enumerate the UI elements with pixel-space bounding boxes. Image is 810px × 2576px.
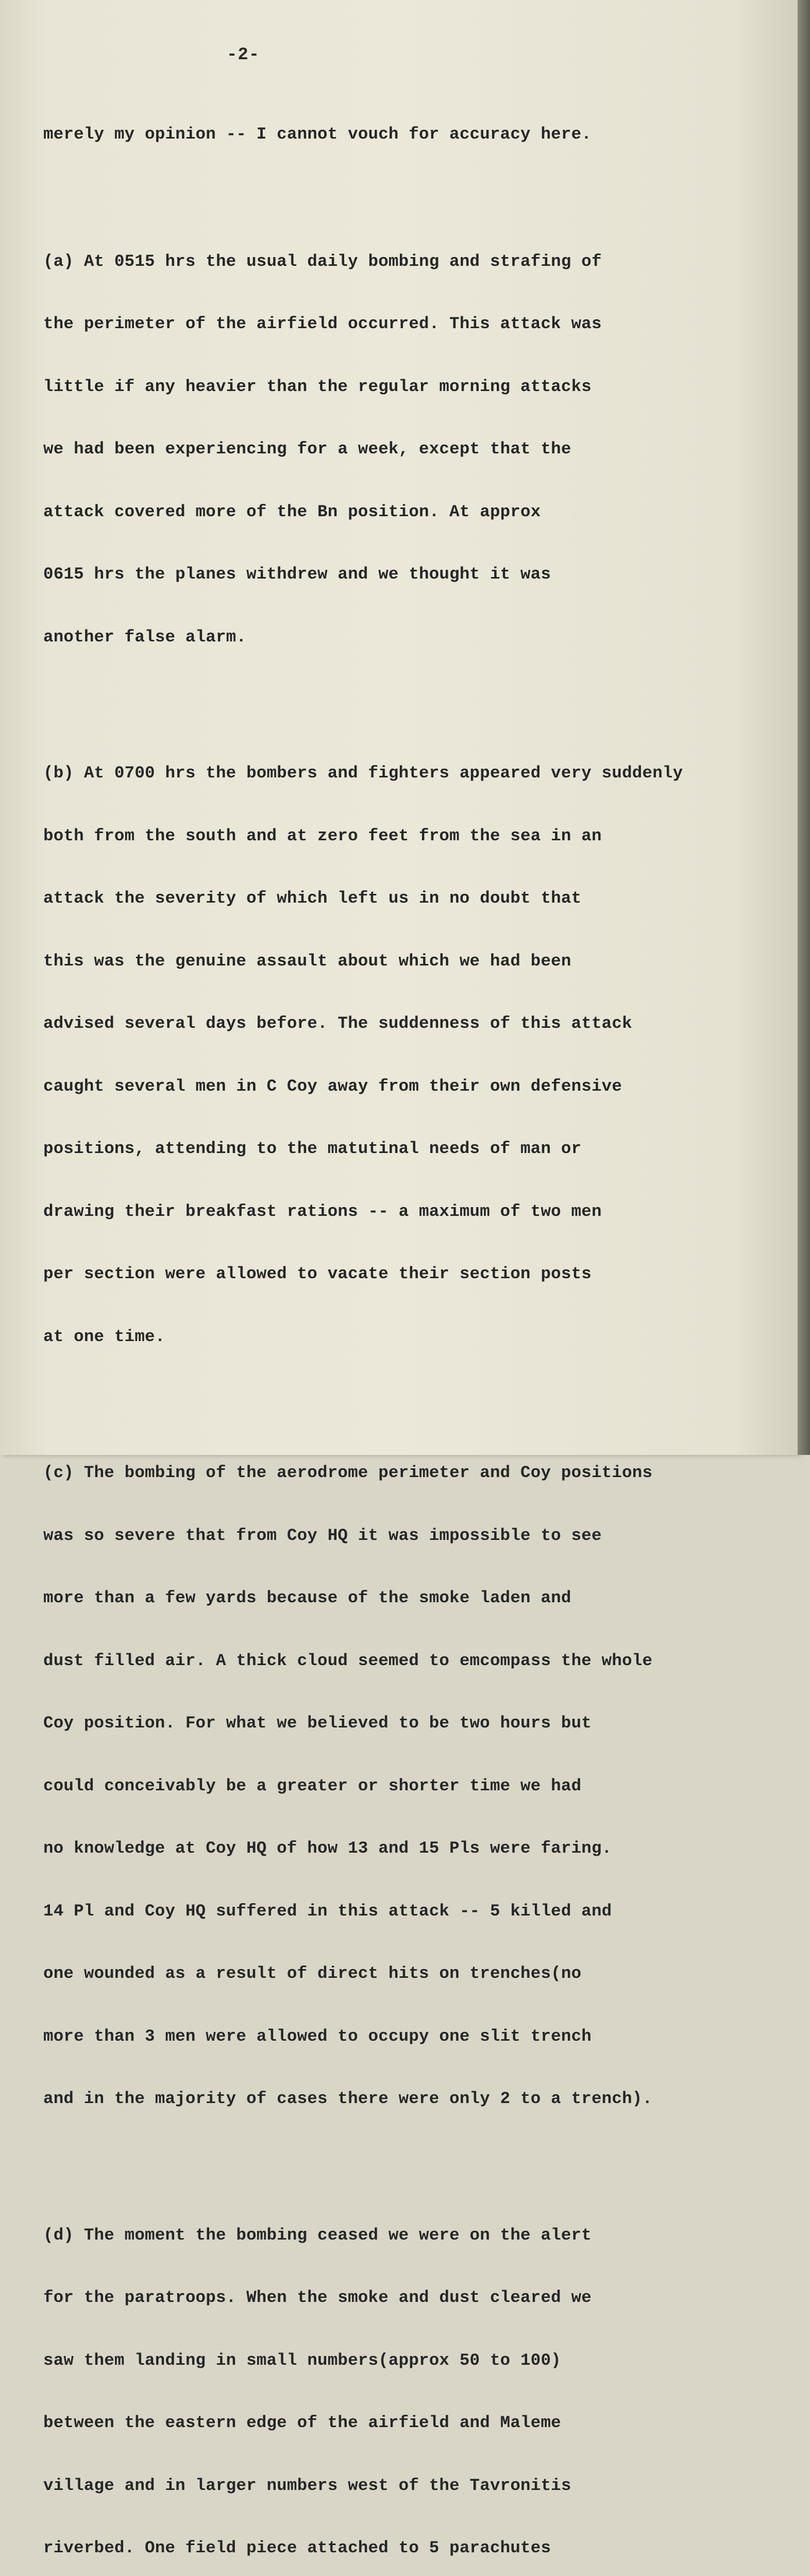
paragraph-line: village and in larger numbers west of the Tavronitis bbox=[43, 2476, 765, 2497]
typed-text-block bbox=[43, 82, 765, 2576]
paragraph-line: (c) The bombing of the aerodrome perimeter and Coy positions bbox=[43, 1463, 765, 1484]
intro-paragraph bbox=[43, 82, 765, 187]
paragraph-line: attack the severity of which left us in no doubt that bbox=[43, 888, 765, 909]
paragraph-line: caught several men in C Coy away from their own defensive bbox=[43, 1076, 765, 1097]
paragraph-line: more than 3 men were allowed to occupy one slit trench bbox=[43, 2026, 765, 2047]
paragraph-line: one wounded as a result of direct hits on trenches(no bbox=[43, 1963, 765, 1985]
page-edge-shadow bbox=[798, 0, 810, 1455]
paragraph-line: this was the genuine assault about which we had been bbox=[43, 951, 765, 972]
paragraph-line: positions, attending to the matutinal needs of man or bbox=[43, 1139, 765, 1160]
paragraph-line: another false alarm. bbox=[43, 627, 765, 648]
paragraph-line: per section were allowed to vacate their section posts bbox=[43, 1264, 765, 1285]
paragraph-line: Coy position. For what we believed to be two hours but bbox=[43, 1713, 765, 1734]
paragraph-line: (b) At 0700 hrs the bombers and fighters appeared very suddenly bbox=[43, 763, 765, 784]
paragraph-line: attack covered more of the Bn position. At approx bbox=[43, 502, 765, 523]
paragraph-line: dust filled air. A thick cloud seemed to emcompass the whole bbox=[43, 1651, 765, 1672]
paragraph-line: at one time. bbox=[43, 1327, 765, 1348]
paragraph-a bbox=[43, 210, 765, 690]
paragraph-line: no knowledge at Coy HQ of how 13 and 15 Pls were faring. bbox=[43, 1838, 765, 1859]
paragraph-line: could conceivably be a greater or shorter time we had bbox=[43, 1776, 765, 1797]
paragraph-line: was so severe that from Coy HQ it was impossible to see bbox=[43, 1526, 765, 1547]
paragraph-line: advised several days before. The suddenness of this attack bbox=[43, 1013, 765, 1035]
paragraph-line: 0615 hrs the planes withdrew and we thought it was bbox=[43, 564, 765, 585]
page-number: -2- bbox=[227, 45, 260, 65]
paragraph-line: the perimeter of the airfield occurred. This attack was bbox=[43, 314, 765, 335]
paragraph-line: both from the south and at zero feet from the sea in an bbox=[43, 826, 765, 847]
paragraph-line: between the eastern edge of the airfield and Maleme bbox=[43, 2413, 765, 2434]
paragraph-line: (a) At 0515 hrs the usual daily bombing and strafing of bbox=[43, 251, 765, 273]
paragraph-d bbox=[43, 2183, 765, 2576]
intro-line: merely my opinion -- I cannot vouch for accuracy here. bbox=[43, 124, 765, 145]
paragraph-line: riverbed. One field piece attached to 5 parachutes bbox=[43, 2538, 765, 2559]
paragraph-line: saw them landing in small numbers(approx 50 to 100) bbox=[43, 2350, 765, 2371]
paragraph-line: and in the majority of cases there were only 2 to a trench). bbox=[43, 2089, 765, 2110]
paragraph-line: more than a few yards because of the smoke laden and bbox=[43, 1588, 765, 1609]
paragraph-line: we had been experiencing for a week, except that the bbox=[43, 439, 765, 460]
paragraph-line: (d) The moment the bombing ceased we were on the alert bbox=[43, 2225, 765, 2246]
paragraph-line: for the paratroops. When the smoke and dust cleared we bbox=[43, 2287, 765, 2309]
paragraph-c bbox=[43, 1421, 765, 2151]
paragraph-line: little if any heavier than the regular morning attacks bbox=[43, 377, 765, 398]
paragraph-line: 14 Pl and Coy HQ suffered in this attack -- 5 killed and bbox=[43, 1901, 765, 1922]
paragraph-b bbox=[43, 721, 765, 1389]
paragraph-line: drawing their breakfast rations -- a maximum of two men bbox=[43, 1201, 765, 1223]
